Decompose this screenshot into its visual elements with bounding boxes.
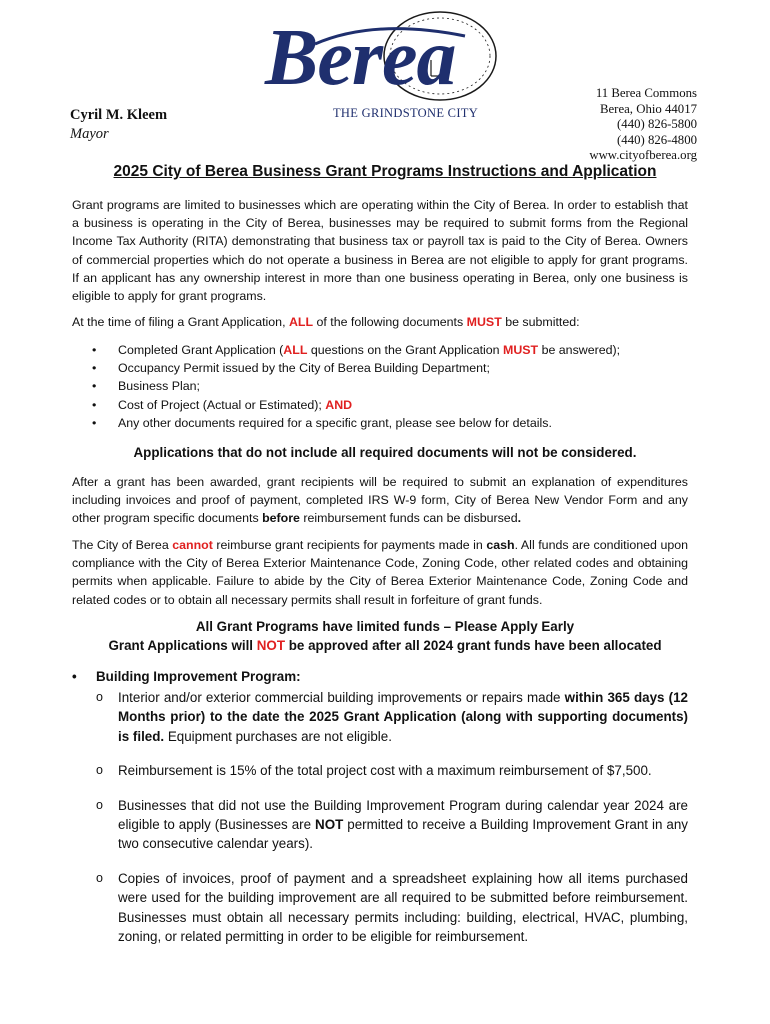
list-item: • Completed Grant Application (ALL questions on the Grant Application MUST be answered); bbox=[92, 341, 692, 359]
docs-line-text: be submitted: bbox=[501, 315, 580, 329]
logo-tagline: THE GRINDSTONE CITY bbox=[333, 106, 479, 120]
list-item: • Any other documents required for a specific grant, please see below for details. bbox=[92, 414, 692, 432]
mayor-block bbox=[70, 106, 167, 144]
program-item: o Reimbursement is 15% of the total project cost with a maximum reimbursement of $7,500. bbox=[72, 761, 688, 780]
logo-wordmark: Berea bbox=[265, 14, 456, 102]
program-item: o Businesses that did not use the Building Improvement Program during calendar year 2024 are eligible to apply (Businesses are NOT permitted to receive a Building Improvement Grant in any two consecutive calendar years). bbox=[72, 796, 688, 854]
document-title: 2025 City of Berea Business Grant Programs Instructions and Application bbox=[113, 163, 657, 180]
incomplete-warning: Applications that do not include all required documents will not be considered. bbox=[133, 445, 637, 460]
intro-paragraph: Grant programs are limited to businesses which are operating within the City of Berea. In order to establish that a business is operating in the City of Berea, businesses may be required to submit forms from the Regional Income Tax Authority (RITA) demonstrating that business tax or payroll tax is paid to the City of Berea. Owners of commercial properties which do not operate a business in Berea are not eligible to apply for grant programs. If an applicant has any ownership interest in more than one business operating in Berea, only one business is eligible to apply for grant programs. bbox=[72, 198, 688, 304]
address-block bbox=[589, 86, 697, 164]
building-improvement-program bbox=[72, 667, 692, 946]
cash-paragraph: The City of Berea cannot reimburse grant recipients for payments made in cash. All funds are conditioned upon compliance with the City of Berea Exterior Maintenance Code, Zoning Code, other related codes and obtaining permits when applicable. Failure to abide by the City of Berea Exterior Maintenance Code, Zoning Code and related codes or to obtain all necessary permits shall result in forfeiture of grant funds. bbox=[72, 538, 689, 607]
list-item: • Occupancy Permit issued by the City of Berea Building Department; bbox=[92, 359, 692, 377]
docs-line-text: At the time of filing a Grant Application, bbox=[72, 315, 289, 329]
docs-line-text: of the following documents bbox=[313, 315, 467, 329]
address-phone-2: (440) 826-4800 bbox=[617, 132, 697, 147]
berea-logo bbox=[255, 8, 515, 120]
address-phone-1: (440) 826-5800 bbox=[617, 117, 697, 132]
limited-funds-line: All Grant Programs have limited funds – Please Apply Early bbox=[195, 619, 575, 634]
mayor-name: Cyril M. Kleem bbox=[70, 107, 168, 123]
mayor-title: Mayor bbox=[70, 126, 109, 142]
address-street: 11 Berea Commons bbox=[595, 86, 697, 100]
required-docs-list bbox=[92, 341, 692, 432]
after-award-paragraph: After a grant has been awarded, grant recipients will be required to submit an explanation of expenditures including invoices and proof of payment, completed IRS W-9 form, City of Berea New Vendor Form and any other program specific documents before reimbursement funds can be disbursed. bbox=[72, 475, 688, 526]
all-emphasis: ALL bbox=[288, 315, 314, 329]
program-item: o Interior and/or exterior commercial building improvements or repairs made within 365 days (12 Months prior) to the date the 2025 Grant Application (along with supporting documents) is filed. Equipment purchases are not eligible. bbox=[72, 688, 688, 746]
list-item: • Cost of Project (Actual or Estimated); AND bbox=[92, 396, 692, 414]
list-item: • Business Plan; bbox=[92, 377, 692, 395]
address-city: Berea, Ohio 44017 bbox=[599, 101, 697, 116]
required-docs-line bbox=[72, 313, 688, 331]
not-approved-line: Grant Applications will NOT be approved after all 2024 grant funds have been allocated bbox=[108, 638, 662, 653]
must-emphasis: MUST bbox=[466, 315, 502, 329]
program-heading: • Building Improvement Program: bbox=[72, 667, 692, 686]
address-website: www.cityofberea.org bbox=[589, 148, 697, 163]
program-item: o Copies of invoices, proof of payment and a spreadsheet explaining how all items purchased were used for the building improvement are all required to be submitted before reimbursement. Businesses must obtain all necessary permits including: building, electrical, HVAC, plumbing, zoning, or related permitting in order to be eligible for reimbursement. bbox=[72, 869, 688, 947]
